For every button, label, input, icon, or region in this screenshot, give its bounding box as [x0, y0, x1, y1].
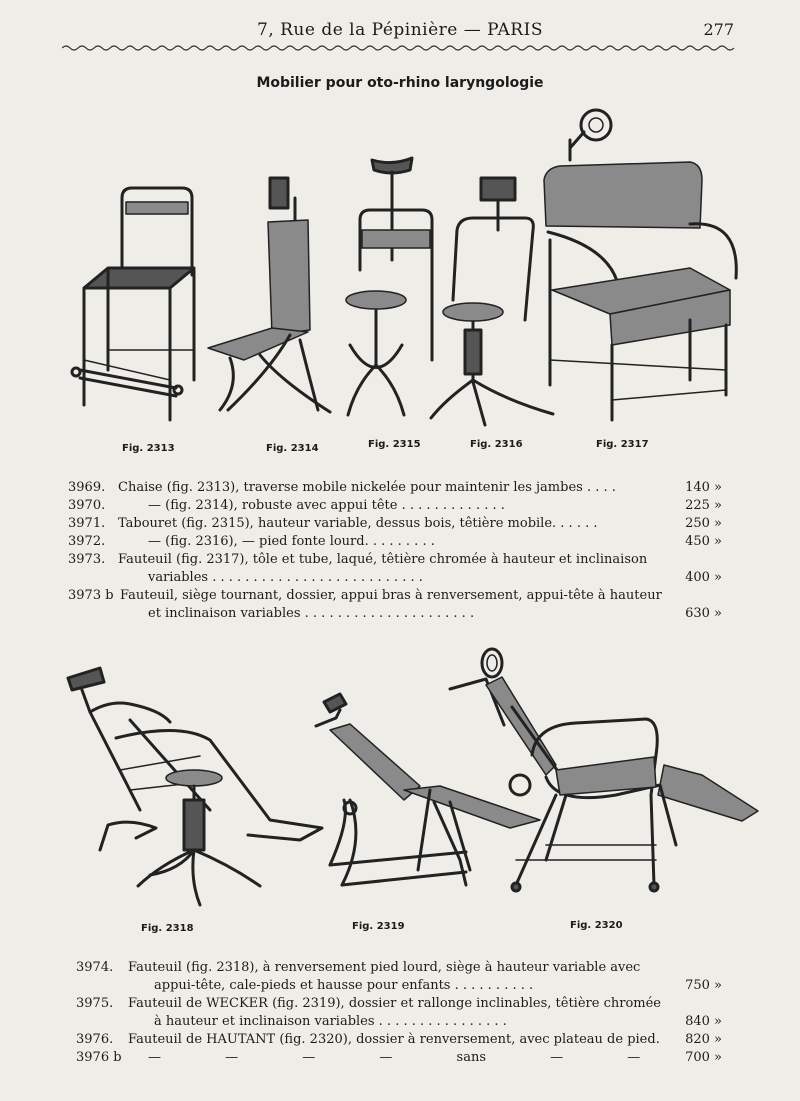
page-number: 277: [703, 20, 734, 39]
reclining-chair-illustration-2318: [60, 660, 335, 915]
entry-price: 700 »: [685, 1050, 722, 1065]
entry-price: 250 »: [685, 516, 722, 531]
entry-number: 3969.: [68, 480, 106, 495]
entry-price: 400 »: [685, 570, 722, 585]
entry-price: 820 »: [685, 1032, 722, 1047]
entry-number: 3971.: [68, 516, 106, 531]
catalog-entry: [76, 960, 736, 996]
entry-description-cont: appui-tête, cale-pieds et hausse pour enfants . . . . . . . . . .: [154, 978, 534, 993]
entry-description: — — — — sans — —: [148, 1050, 641, 1065]
entry-price: 450 »: [685, 534, 722, 549]
catalog-entry: [68, 552, 728, 588]
catalog-entry: [68, 516, 728, 534]
entry-description: Fauteuil de WECKER (fig. 2319), dossier et rallonge inclinables, têtière chromée: [128, 996, 661, 1011]
figure-label: Fig. 2316: [470, 439, 523, 450]
chair-illustration-2314: [200, 170, 340, 420]
entry-description-cont: et inclinaison variables . . . . . . . . . . . . . . . . . . . . .: [148, 606, 475, 621]
catalog-entry: [76, 1050, 736, 1068]
header-wavy-rule: [62, 44, 738, 52]
entry-price: 750 »: [685, 978, 722, 993]
entry-description: Fauteuil, siège tournant, dossier, appui bras à renversement, appui-tête à hauteur: [120, 588, 662, 603]
entry-description-cont: variables . . . . . . . . . . . . . . . . . . . . . . . . . .: [148, 570, 423, 585]
entry-number: 3976 b: [76, 1050, 122, 1065]
entry-description: Fauteuil (fig. 2317), tôle et tube, laqué, têtière chromée à hauteur et inclinaison: [118, 552, 648, 567]
entry-number: 3976.: [76, 1032, 114, 1047]
entry-description: Fauteuil de HAUTANT (fig. 2320), dossier à renversement, avec plateau de pied.: [128, 1032, 660, 1047]
catalog-entry: [68, 534, 728, 552]
section-title: Mobilier pour oto-rhino laryngologie: [256, 75, 544, 91]
entry-number: 3974.: [76, 960, 114, 975]
catalog-entry: [68, 588, 728, 624]
entry-description: Chaise (fig. 2313), traverse mobile nickelée pour maintenir les jambes . . . .: [118, 480, 616, 495]
figure-label: Fig. 2314: [266, 443, 319, 454]
entry-price: 630 »: [685, 606, 722, 621]
entry-price: 140 »: [685, 480, 722, 495]
entry-number: 3973.: [68, 552, 106, 567]
catalog-entry: [68, 498, 728, 516]
figure-label: Fig. 2319: [352, 921, 405, 932]
figure-label: Fig. 2320: [570, 920, 623, 931]
chair-illustration-2313: [66, 180, 206, 425]
figure-label: Fig. 2318: [141, 923, 194, 934]
hautant-chair-illustration-2320: [446, 645, 766, 900]
catalog-entry: [76, 1032, 736, 1050]
entry-price: 840 »: [685, 1014, 722, 1029]
entry-price: 225 »: [685, 498, 722, 513]
entry-description: Tabouret (fig. 2315), hauteur variable, dessus bois, têtière mobile. . . . . .: [118, 516, 598, 531]
catalog-entry: [76, 996, 736, 1032]
entry-description: — (fig. 2316), — pied fonte lourd. . . . . . . . .: [148, 534, 435, 549]
armchair-illustration-2317: [540, 100, 740, 430]
entry-description-cont: à hauteur et inclinaison variables . . . . . . . . . . . . . . . .: [154, 1014, 507, 1029]
entry-description: Fauteuil (fig. 2318), à renversement pied lourd, siège à hauteur variable avec: [128, 960, 641, 975]
entry-number: 3972.: [68, 534, 106, 549]
figure-label: Fig. 2315: [368, 439, 421, 450]
entry-number: 3970.: [68, 498, 106, 513]
entry-number: 3975.: [76, 996, 114, 1011]
entry-description: — (fig. 2314), robuste avec appui tête . . . . . . . . . . . . .: [148, 498, 505, 513]
entry-number: 3973 b: [68, 588, 114, 603]
figure-label: Fig. 2313: [122, 443, 175, 454]
header-address: 7, Rue de la Pépinière — PARIS: [257, 20, 543, 40]
catalog-entry: [68, 480, 728, 498]
figure-label: Fig. 2317: [596, 439, 649, 450]
